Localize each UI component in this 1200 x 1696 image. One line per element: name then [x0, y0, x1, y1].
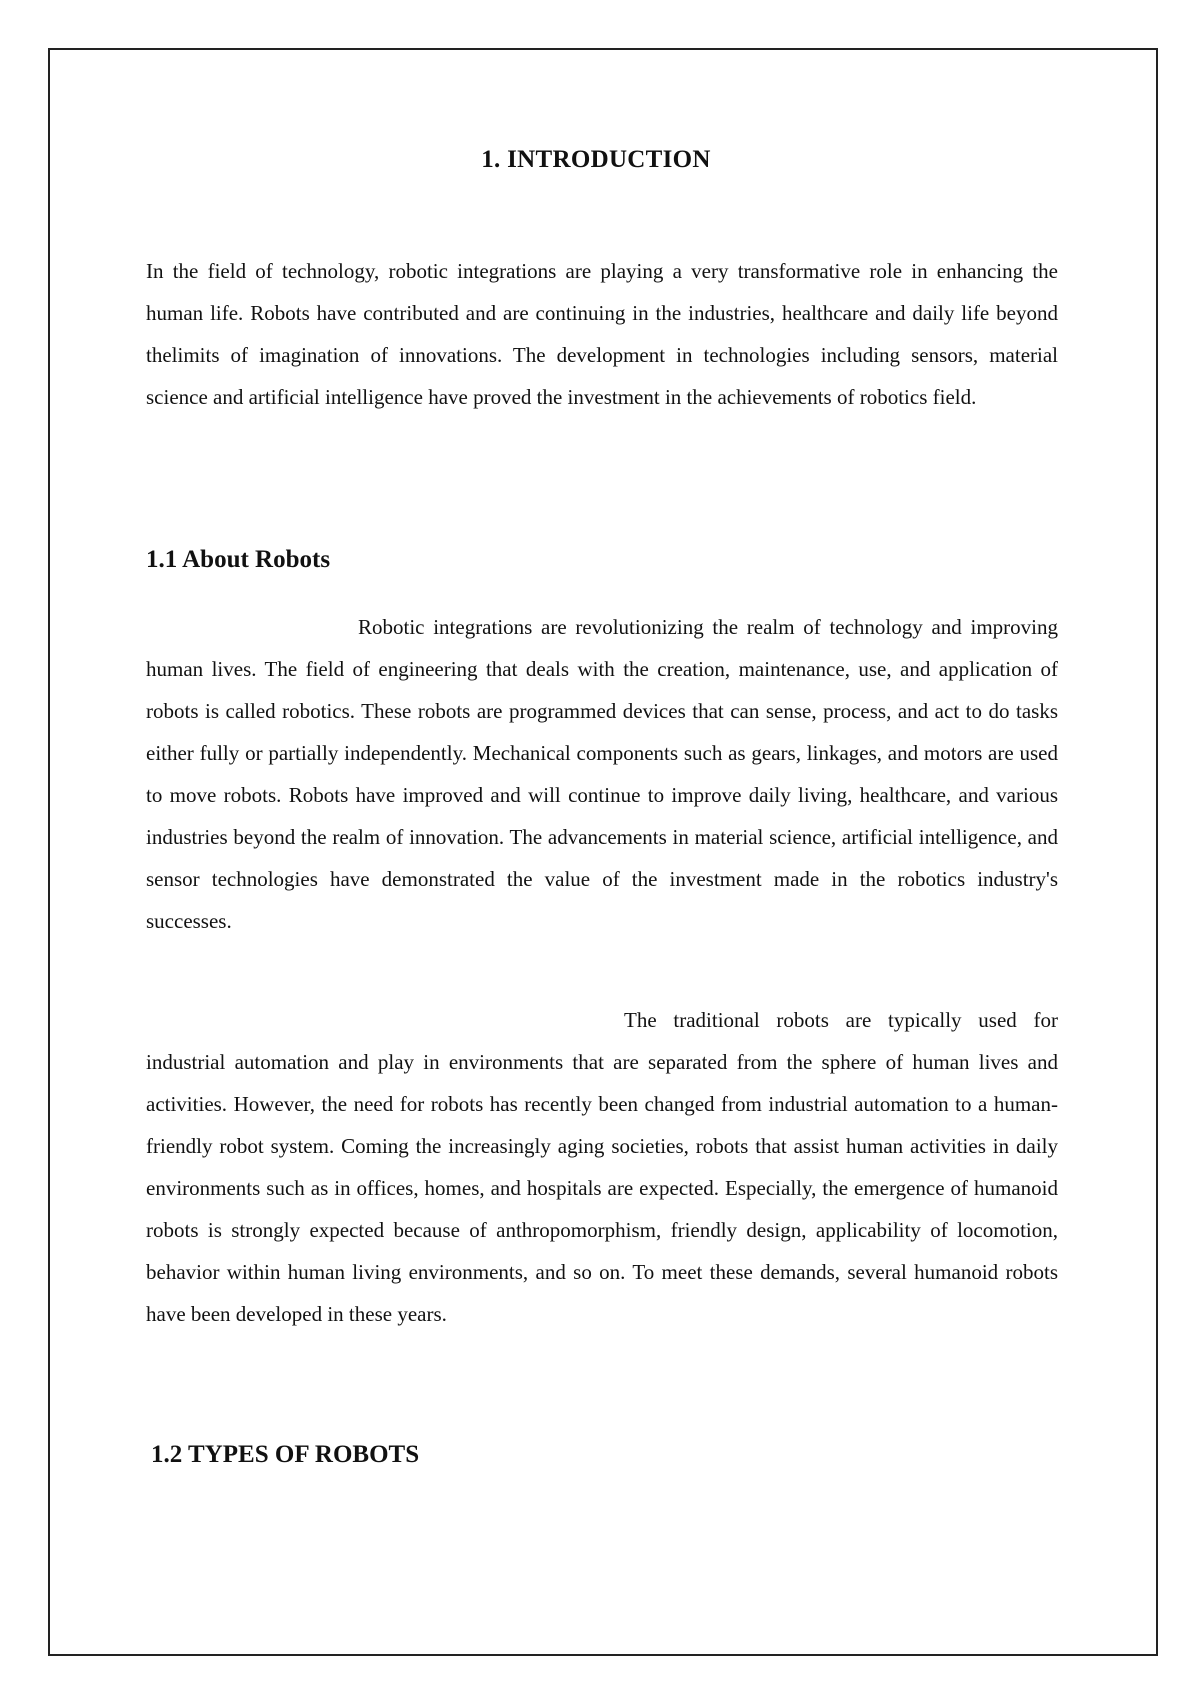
intro-paragraph: In the field of technology, robotic integrations are playing a very transformative role in enhancing the human life. Robots have contributed and are continuing in the industries, healthcare and daily life beyond thelimits of imagination of innovations. The development in technologies including sensors, material science and artificial intelligence have proved the investment in the achievements of robotics field. — [146, 259, 1058, 409]
about-robots-paragraph-2: The traditional robots are typically used for industrial automation and play in environments that are separated from the sphere of human lives and activities. However, the need for robots has recently been changed from industrial automation to a human-friendly robot system. Coming the increasingly aging societies, robots that assist human activities in daily environments such as in offices, homes, and hospitals are expected. Especially, the emergence of humanoid robots is strongly expected because of anthropomorphism, friendly design, applicability of locomotion, behavior within human living environments, and so on. To meet these demands, several humanoid robots have been developed in these years. — [146, 1008, 1058, 1326]
chapter-title: 1. INTRODUCTION — [481, 146, 711, 173]
section-heading-types-of-robots: 1.2 TYPES OF ROBOTS — [151, 1441, 420, 1468]
about-robots-paragraph-1: Robotic integrations are revolutionizing the realm of technology and improving human lives. The field of engineering that deals with the creation, maintenance, use, and application of robots is called robotics. These robots are programmed devices that can sense, process, and act to do tasks either fully or partially independently. Mechanical components such as gears, linkages, and motors are used to move robots. Robots have improved and will continue to improve daily living, healthcare, and various industries beyond the realm of innovation. The advancements in material science, artificial intelligence, and sensor technologies have demonstrated the value of the investment made in the robotics industry's successes. — [146, 615, 1058, 933]
section-heading-about-robots: 1.1 About Robots — [146, 546, 331, 573]
